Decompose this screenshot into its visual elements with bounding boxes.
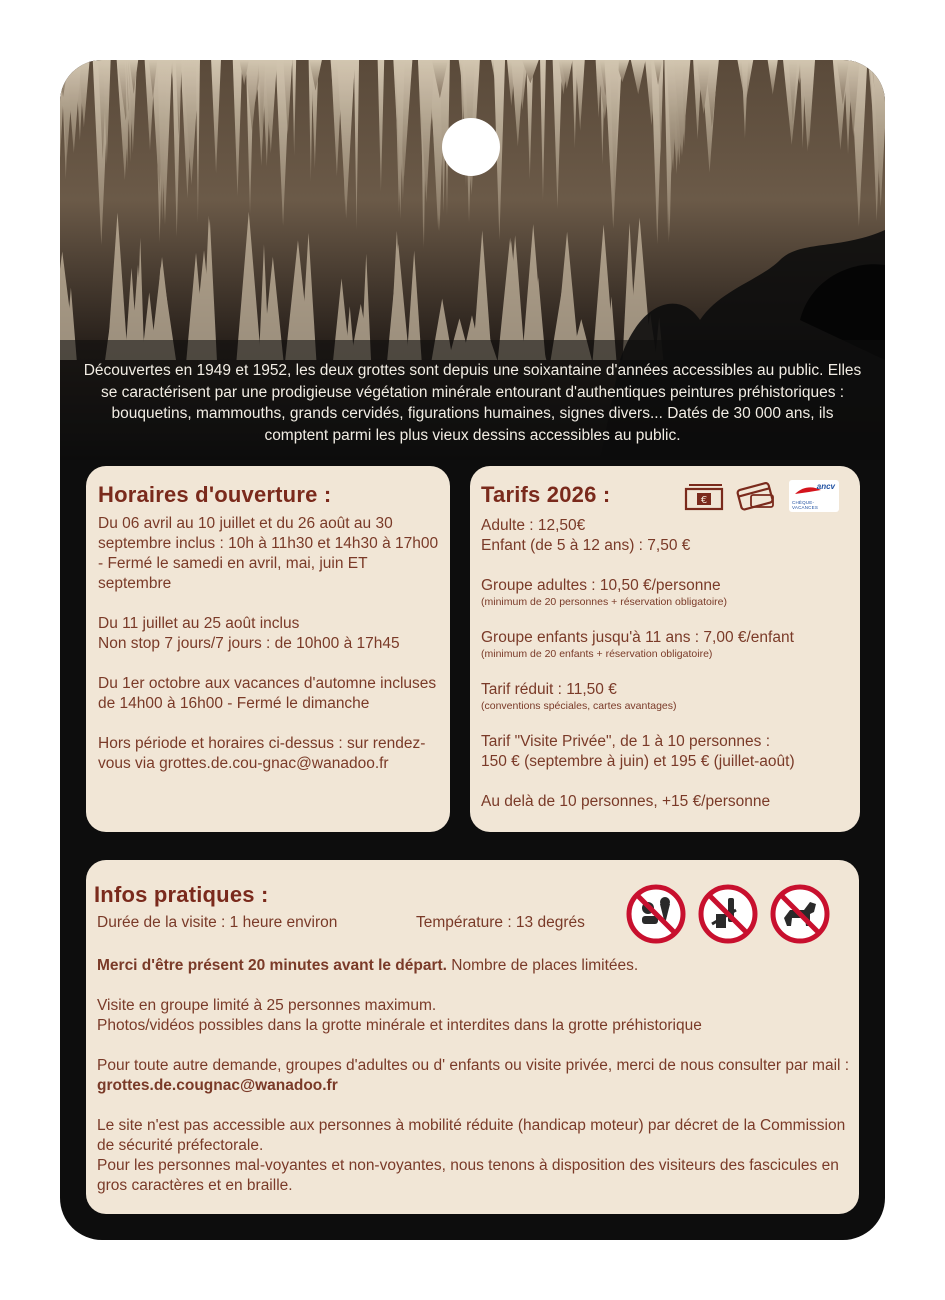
infos-access-1: Le site n'est pas accessible aux personnes à mobilité réduite (handicap moteur) par décret de la Commission de sécurité préfectorale. <box>97 1117 846 1154</box>
tarif-enfant: Enfant (de 5 à 12 ans) : 7,50 € <box>481 537 691 554</box>
horaires-period-2-dates: Du 11 juillet au 25 août inclus <box>98 615 300 632</box>
horaires-rendez-vous: Hors période et horaires ci-dessus : sur rendez-vous via grottes.de.cou-gnac@wanadoo.fr <box>98 735 426 772</box>
infos-text <box>97 956 852 1196</box>
ancv-logo-word: ancv <box>816 482 835 491</box>
payment-icons <box>683 480 839 512</box>
tarif-reduit: Tarif réduit : 11,50 € <box>481 681 617 698</box>
infos-merci-bold: Merci d'être présent 20 minutes avant le départ. <box>97 957 447 974</box>
infos-duree: Durée de la visite : 1 heure environ <box>97 914 338 931</box>
tarif-adulte: Adulte : 12,50€ <box>481 517 586 534</box>
prohibition-icons <box>614 884 830 944</box>
brochure-card <box>60 60 885 1240</box>
horaires-period-3-dates: Du 1er octobre aux vacances d'automne incluses <box>98 675 437 692</box>
infos-access-2: Pour les personnes mal-voyantes et non-voyantes, nous tenons à disposition des visiteurs des fascicules en gros caractères et en braille. <box>97 1157 839 1194</box>
infos-title: Infos pratiques : <box>94 882 269 907</box>
horaires-panel <box>86 466 450 832</box>
horaires-text <box>98 514 443 774</box>
tarif-groupe-enfants-note: (minimum de 20 enfants + réservation obligatoire) <box>481 648 713 660</box>
tarif-groupe-enfants: Groupe enfants jusqu'à 11 ans : 7,00 €/enfant <box>481 629 794 646</box>
tarif-au-dela: Au delà de 10 personnes, +15 €/personne <box>481 793 771 810</box>
ancv-logo-sub: CHÈQUE-VACANCES <box>792 500 819 510</box>
horaires-period-1: Du 06 avril au 10 juillet et du 26 août au 30 septembre inclus : 10h à 11h30 et 14h30 à 17h00 - Fermé le samedi en avril, mai, juin ET septembre <box>98 515 439 592</box>
ancv-logo-icon <box>789 480 839 512</box>
hang-hole <box>442 118 500 176</box>
no-drink-smoke-icon <box>698 884 758 944</box>
intro-text: Découvertes en 1949 et 1952, les deux grottes sont depuis une soixantaine d'années accessibles au public. Elles se caractérisent par une prodigieuse végétation minérale entourant d'authentiques peintures préhistoriques : bouquetins, mammouths, grands cervidés, figurations humaines, signes divers... Datés de 30 000 ans, ils comptent parmi les plus vieux dessins accessibles au public. <box>83 362 862 444</box>
horaires-title: Horaires d'ouverture : <box>98 482 332 507</box>
tarifs-text <box>481 516 853 812</box>
svg-text:€: € <box>700 495 708 506</box>
infos-merci-rest: Nombre de places limitées. <box>446 957 639 974</box>
no-food-icon <box>626 884 686 944</box>
tarif-groupe-adultes: Groupe adultes : 10,50 €/personne <box>481 577 721 594</box>
tarif-reduit-note: (conventions spéciales, cartes avantages) <box>481 700 677 712</box>
tarif-groupe-adultes-note: (minimum de 20 personnes + réservation obligatoire) <box>481 596 727 608</box>
credit-card-icon <box>735 481 777 511</box>
infos-panel <box>86 860 859 1214</box>
infos-demande-text: Pour toute autre demande, groupes d'adultes ou d' enfants ou visite privée, merci de nous consulter par mail : <box>97 1057 850 1074</box>
tarifs-title: Tarifs 2026 : <box>481 482 611 507</box>
tarif-privee-line-2: 150 € (septembre à juin) et 195 € (juillet-août) <box>481 753 795 770</box>
horaires-period-2-hours: Non stop 7 jours/7 jours : de 10h00 à 17h45 <box>98 635 400 652</box>
infos-demande <box>97 1056 852 1096</box>
horaires-period-3-hours: de 14h00 à 16h00 - Fermé le dimanche <box>98 695 370 712</box>
infos-groupe: Visite en groupe limité à 25 personnes maximum. <box>97 997 437 1014</box>
no-dogs-icon <box>770 884 830 944</box>
infos-email-link[interactable]: grottes.de.cougnac@wanadoo.fr <box>97 1077 338 1094</box>
tarif-privee-line-1: Tarif "Visite Privée", de 1 à 10 personnes : <box>481 733 771 750</box>
cash-icon <box>683 481 725 511</box>
infos-photos: Photos/vidéos possibles dans la grotte minérale et interdites dans la grotte préhistorique <box>97 1017 702 1034</box>
infos-temperature: Température : 13 degrés <box>416 914 585 931</box>
infos-merci <box>97 956 852 976</box>
tarifs-panel <box>470 466 860 832</box>
